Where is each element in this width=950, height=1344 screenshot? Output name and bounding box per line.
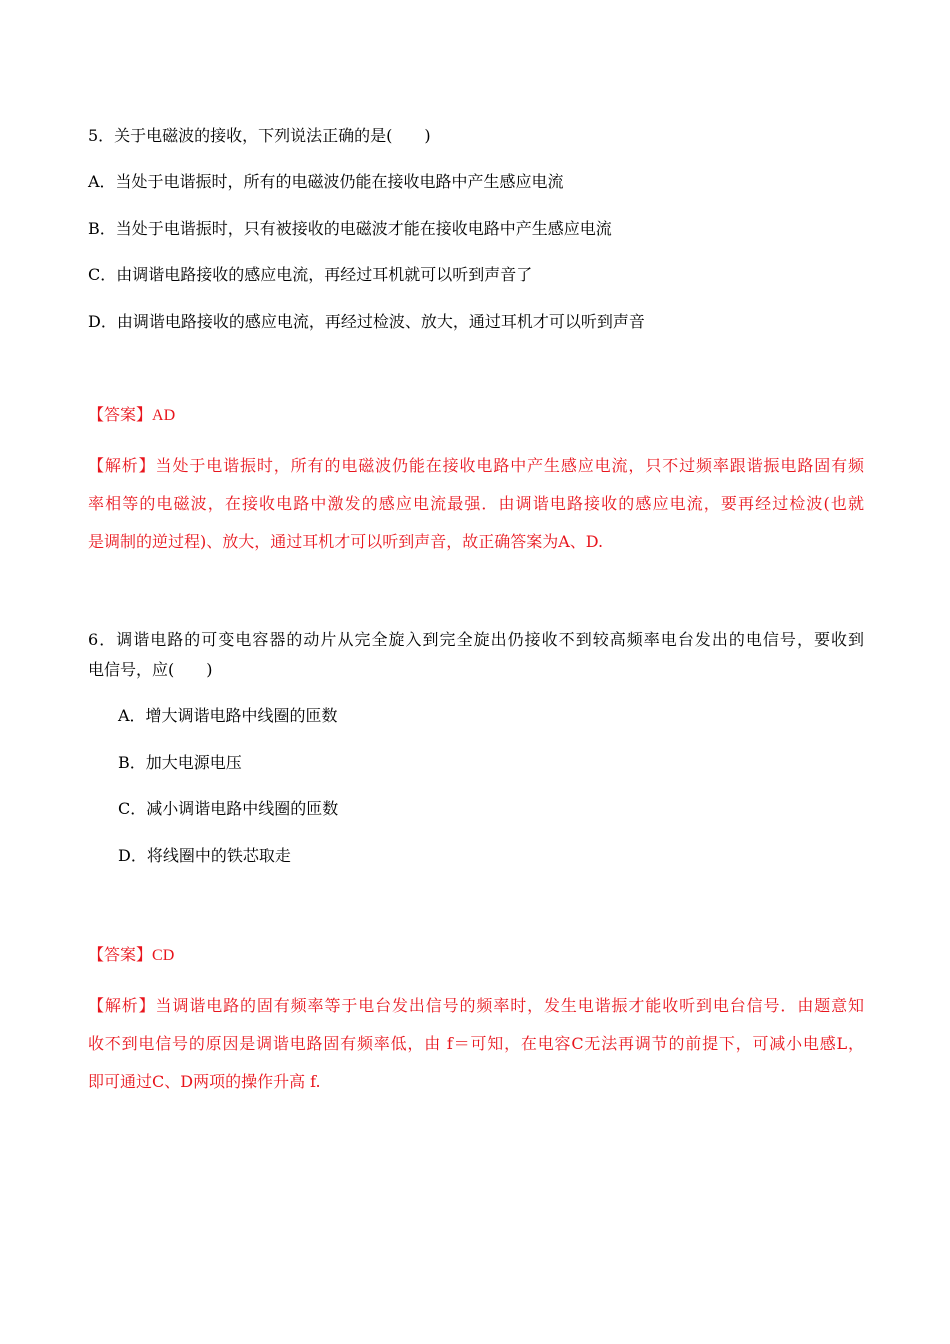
answer-value: CD — [152, 947, 175, 964]
question-5-analysis-line-2: 率相等的电磁波，在接收电路中激发的感应电流最强．由调谐电路接收的感应电流，要再经过检波(也就 — [88, 494, 864, 513]
question-5-option-d: D．由调谐电路接收的感应电流，再经过检波、放大，通过耳机才可以听到声音 — [88, 312, 645, 331]
question-5-option-a: A．当处于电谐振时，所有的电磁波仍能在接收电路中产生感应电流 — [88, 172, 564, 191]
question-5-answer — [88, 405, 175, 426]
question-6-analysis-line-3: 即可通过C、D两项的操作升高 f. — [88, 1072, 321, 1091]
question-5-stem: 5．关于电磁波的接收，下列说法正确的是( ) — [88, 126, 431, 145]
question-5-option-c: C．由调谐电路接收的感应电流，再经过耳机就可以听到声音了 — [88, 265, 533, 284]
question-6-option-b: B．加大电源电压 — [118, 753, 242, 772]
question-5-option-b: B．当处于电谐振时，只有被接收的电磁波才能在接收电路中产生感应电流 — [88, 219, 612, 238]
question-6-option-c: C．减小调谐电路中线圈的匝数 — [118, 799, 339, 818]
question-6-stem-line-1: 6．调谐电路的可变电容器的动片从完全旋入到完全旋出仍接收不到较高频率电台发出的电信号，要收到 — [88, 630, 864, 649]
question-6-analysis-line-2: 收不到电信号的原因是调谐电路固有频率低，由 f＝可知，在电容C无法再调节的前提下，可减小电感L， — [88, 1034, 864, 1053]
question-6-option-d: D．将线圈中的铁芯取走 — [118, 846, 291, 865]
question-6-analysis-line-1: 【解析】当调谐电路的固有频率等于电台发出信号的频率时，发生电谐振才能收听到电台信号．由题意知 — [88, 996, 864, 1015]
question-6-option-a: A．增大调谐电路中线圈的匝数 — [118, 706, 338, 725]
answer-label: 【答案】 — [88, 405, 153, 424]
question-6-stem-line-2: 电信号，应( ) — [88, 660, 213, 679]
question-5-analysis-line-1: 【解析】当处于电谐振时，所有的电磁波仍能在接收电路中产生感应电流，只不过频率跟谐振电路固有频 — [88, 456, 864, 475]
question-6-answer — [88, 945, 174, 966]
question-5-analysis-line-3: 是调制的逆过程)、放大，通过耳机才可以听到声音，故正确答案为A、D. — [88, 532, 604, 551]
answer-value: AD — [152, 407, 176, 424]
answer-label: 【答案】 — [88, 945, 153, 964]
